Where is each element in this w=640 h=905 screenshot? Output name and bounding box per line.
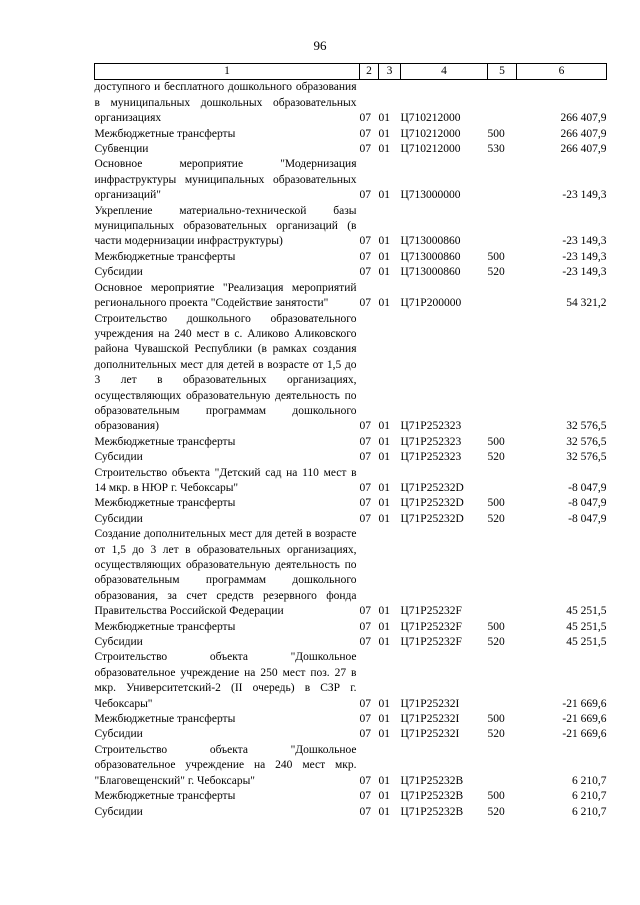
row-section: 07 (359, 250, 371, 263)
row-section: 07 (359, 143, 371, 156)
row-section: 07 (359, 481, 371, 494)
row-amount: 6 210,7 (572, 790, 607, 803)
row-name: Строительство объекта "Дошкольное образовательное учреждение на 240 мест мкр. "Благовещенский" г. Чебоксары" (94, 743, 357, 787)
row-name: Основное мероприятие "Реализация мероприятий регионального проекта "Содействие занятости" (94, 281, 357, 310)
row-subsection: 01 (378, 620, 390, 633)
row-name: Строительство дошкольного образовательного учреждения на 240 мест в с. Аликово Аликовского района Чувашской Республики (в рамках создания дополнительных мест для детей в возрасте от 1,5 до 3 лет в образовательных организациях, осуществляющих образовательную деятельность по образовательным программам дошкольного образования) (94, 312, 357, 433)
row-subsection: 01 (378, 497, 390, 510)
row-subsection: 01 (378, 713, 390, 726)
row-amount: 6 210,7 (572, 774, 607, 787)
row-target-article: Ц71Р200000 (400, 297, 462, 310)
table-row (95, 265, 607, 280)
row-section: 07 (359, 728, 371, 741)
row-expense-type: 520 (487, 636, 505, 649)
row-amount: -23 149,3 (562, 266, 607, 279)
row-section: 07 (359, 636, 371, 649)
row-section: 07 (359, 451, 371, 464)
row-expense-type (488, 466, 517, 497)
row-subsection: 01 (378, 697, 390, 710)
row-target-article: Ц713000860 (400, 250, 461, 263)
row-section: 07 (359, 605, 371, 618)
table-row (95, 466, 607, 497)
row-section: 07 (359, 189, 371, 202)
header-col-3: 3 (379, 64, 401, 80)
row-section: 07 (359, 297, 371, 310)
row-name: Субсидии (94, 451, 143, 464)
table-body (95, 80, 607, 820)
row-expense-type (488, 80, 517, 127)
table-row (95, 805, 607, 820)
row-amount: -21 669,6 (562, 713, 607, 726)
row-name: Субсидии (94, 266, 143, 279)
row-subsection: 01 (378, 512, 390, 525)
row-expense-type: 520 (487, 805, 505, 818)
row-section: 07 (359, 697, 371, 710)
row-section: 07 (359, 790, 371, 803)
table-row (95, 620, 607, 635)
row-expense-type: 520 (487, 266, 505, 279)
table-row (95, 496, 607, 511)
row-target-article: Ц71Р25232F (400, 605, 462, 618)
row-expense-type (488, 204, 517, 250)
table-header (95, 64, 607, 80)
row-subsection: 01 (378, 112, 390, 125)
row-target-article: Ц71Р25232F (400, 636, 462, 649)
table-row (95, 312, 607, 435)
row-expense-type (488, 281, 517, 312)
table-row (95, 250, 607, 265)
row-name: Строительство объекта "Детский сад на 110 мест в 14 мкр. в НЮР г. Чебоксары" (94, 466, 357, 494)
row-section: 07 (359, 497, 371, 510)
row-section: 07 (359, 512, 371, 525)
row-target-article: Ц71Р25232F (400, 620, 462, 633)
row-target-article: Ц71Р25232B (400, 805, 464, 818)
row-section: 07 (359, 266, 371, 279)
row-subsection: 01 (378, 127, 390, 140)
row-subsection: 01 (378, 728, 390, 741)
table-row (95, 727, 607, 742)
row-amount: 45 251,5 (566, 605, 607, 618)
row-subsection: 01 (378, 774, 390, 787)
row-section: 07 (359, 620, 371, 633)
row-target-article: Ц71Р25232I (400, 697, 460, 710)
row-target-article: Ц71Р25232B (400, 774, 464, 787)
row-target-article: Ц710212000 (400, 127, 461, 140)
row-amount: 32 576,5 (566, 451, 607, 464)
row-subsection: 01 (378, 605, 390, 618)
table-row (95, 650, 607, 712)
table-row (95, 789, 607, 804)
row-subsection: 01 (378, 143, 390, 156)
row-amount: -23 149,3 (562, 235, 607, 248)
row-name: Межбюджетные трансферты (94, 620, 236, 633)
row-name: Межбюджетные трансферты (94, 790, 236, 803)
row-expense-type: 500 (487, 435, 505, 448)
row-section: 07 (359, 127, 371, 140)
row-target-article: Ц71Р25232D (400, 481, 464, 494)
header-col-1: 1 (95, 64, 360, 80)
row-amount: 32 576,5 (566, 435, 607, 448)
row-expense-type: 500 (487, 790, 505, 803)
row-amount: 54 321,2 (566, 297, 607, 310)
row-amount: -8 047,9 (568, 512, 607, 525)
row-section: 07 (359, 774, 371, 787)
table-row (95, 127, 607, 142)
row-amount: -23 149,3 (562, 189, 607, 202)
row-section: 07 (359, 420, 371, 433)
row-expense-type (488, 312, 517, 435)
row-subsection: 01 (378, 435, 390, 448)
row-amount: -8 047,9 (568, 481, 607, 494)
row-amount: 6 210,7 (572, 805, 607, 818)
table-row (95, 527, 607, 619)
budget-table (94, 63, 607, 820)
row-section: 07 (359, 805, 371, 818)
row-name: Основное мероприятие "Модернизация инфраструктуры муниципальных образовательных организаций" (94, 158, 357, 202)
row-target-article: Ц71Р25232B (400, 790, 464, 803)
row-name: Субсидии (94, 805, 143, 818)
row-name: Субсидии (94, 728, 143, 741)
row-expense-type: 500 (487, 250, 505, 263)
row-subsection: 01 (378, 189, 390, 202)
row-subsection: 01 (378, 805, 390, 818)
row-subsection: 01 (378, 451, 390, 464)
row-name: Межбюджетные трансферты (94, 713, 236, 726)
row-name: Субсидии (94, 636, 143, 649)
page-number: 96 (313, 38, 327, 53)
row-section: 07 (359, 112, 371, 125)
table-row (95, 712, 607, 727)
row-section: 07 (359, 713, 371, 726)
row-expense-type: 500 (487, 497, 505, 510)
row-amount: 45 251,5 (566, 636, 607, 649)
row-target-article: Ц71Р252323 (400, 435, 462, 448)
row-expense-type: 520 (487, 512, 505, 525)
header-col-4: 4 (401, 64, 488, 80)
table-row (95, 157, 607, 203)
row-name: доступного и бесплатного дошкольного образования в муниципальных дошкольных образовательных организациях (94, 81, 357, 125)
row-subsection: 01 (378, 420, 390, 433)
table-row (95, 80, 607, 127)
row-name: Укрепление материально-технической базы муниципальных образовательных организаций (в части модернизации инфраструктуры) (94, 204, 357, 248)
row-section: 07 (359, 435, 371, 448)
row-target-article: Ц71Р25232I (400, 713, 460, 726)
row-subsection: 01 (378, 266, 390, 279)
row-name: Межбюджетные трансферты (94, 127, 236, 140)
row-target-article: Ц71Р25232D (400, 497, 464, 510)
row-amount: -23 149,3 (562, 250, 607, 263)
row-target-article: Ц71Р25232D (400, 512, 464, 525)
row-target-article: Ц71Р252323 (400, 420, 462, 433)
row-amount: -8 047,9 (568, 497, 607, 510)
row-expense-type: 520 (487, 728, 505, 741)
row-amount: 45 251,5 (566, 620, 607, 633)
row-name: Межбюджетные трансферты (94, 435, 236, 448)
table-row (95, 635, 607, 650)
row-name: Межбюджетные трансферты (94, 250, 236, 263)
row-expense-type: 530 (487, 143, 505, 156)
table-row (95, 204, 607, 250)
row-subsection: 01 (378, 297, 390, 310)
row-amount: 266 407,9 (560, 143, 607, 156)
row-expense-type: 520 (487, 451, 505, 464)
header-col-6: 6 (517, 64, 607, 80)
row-amount: 32 576,5 (566, 420, 607, 433)
row-name: Строительство объекта "Дошкольное образовательное учреждение на 250 мест поз. 27 в мкр. Университетский-2 (II очередь) в СЗР г. Чебоксары" (94, 651, 357, 710)
row-amount: -21 669,6 (562, 728, 607, 741)
table-row (95, 512, 607, 527)
table-row (95, 743, 607, 789)
row-target-article: Ц713000860 (400, 266, 461, 279)
row-subsection: 01 (378, 790, 390, 803)
row-expense-type: 500 (487, 620, 505, 633)
row-target-article: Ц713000860 (400, 235, 461, 248)
table-row (95, 281, 607, 312)
row-name: Субсидии (94, 512, 143, 525)
row-name: Субвенции (94, 143, 149, 156)
row-amount: 266 407,9 (560, 112, 607, 125)
header-col-2: 2 (360, 64, 379, 80)
row-expense-type: 500 (487, 713, 505, 726)
row-expense-type: 500 (487, 127, 505, 140)
row-target-article: Ц71Р252323 (400, 451, 462, 464)
row-subsection: 01 (378, 250, 390, 263)
row-amount: 266 407,9 (560, 127, 607, 140)
row-subsection: 01 (378, 481, 390, 494)
row-expense-type (488, 527, 517, 619)
table-row (95, 435, 607, 450)
row-target-article: Ц710212000 (400, 143, 461, 156)
row-target-article: Ц71Р25232I (400, 728, 460, 741)
row-subsection: 01 (378, 235, 390, 248)
row-name: Межбюджетные трансферты (94, 497, 236, 510)
row-subsection: 01 (378, 636, 390, 649)
header-col-5: 5 (488, 64, 517, 80)
row-target-article: Ц713000000 (400, 189, 461, 202)
row-expense-type (488, 743, 517, 789)
row-amount: -21 669,6 (562, 697, 607, 710)
row-expense-type (488, 157, 517, 203)
row-section: 07 (359, 235, 371, 248)
row-expense-type (488, 650, 517, 712)
row-name: Создание дополнительных мест для детей в возрасте от 1,5 до 3 лет в образовательных организациях, осуществляющих образовательную деятельность по образовательным программам дошкольного образования, за счет средств резервного фонда Правительства Российской Федерации (94, 528, 357, 618)
row-target-article: Ц710212000 (400, 112, 461, 125)
table-row (95, 142, 607, 157)
table-row (95, 450, 607, 465)
